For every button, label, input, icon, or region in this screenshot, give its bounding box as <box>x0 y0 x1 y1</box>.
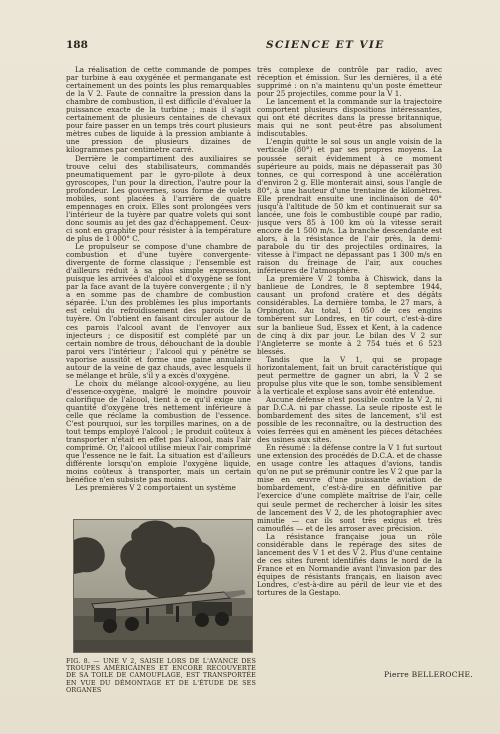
paragraph: La réalisation de cette commande de pompes par turbine à eau oxygénée et permanganate est certainement un des points les plus remarquables de la V 2. Faute de connaître la pression dans la chambre de combustion, il est difficile d'évaluer la puissance exacte de la turbine ; mais il s'agit certainement de plusieurs centaines de chevaux pour faire passer en un temps très court plusieurs mètres cubes de liquide à la pression ambiante à une pression de plusieurs dizaines de kilogrammes par centimètre carré. <box>66 66 251 155</box>
paragraph: Le choix du mélange alcool-oxygène, au lieu d'essence-oxygène, malgré le moindre pouvoir calorifique de l'alcool, tient à ce qu'il exige une quantité d'oxygène très nettement inférieure à celle que réclame la combustion de l'essence. C'est pourquoi, sur les torpilles marines, on a de tout temps employé l'alcool ; le produit coûteux à transporter n'était en effet pas l'alcool, mais l'air comprimé. Or, l'alcool utilise mieux l'air comprimé que l'essence ne le fait. La situation est d'ailleurs différente lorsqu'on emploie l'oxygène liquide, moins coûteux à transporter, mais un certain bénéfice n'en subsiste pas moins. <box>66 378 251 485</box>
paragraph: Le lancement et la commande sur la trajectoire comportent plusieurs dispositions intéressantes, qui ont été décrites dans la presse britannique, mais qui ne sont peut-être pas absolument indiscutables. <box>257 97 442 139</box>
paragraph: Le propulseur se compose d'une chambre de combustion et d'une tuyère convergente-divergente de forme classique ; l'ensemble est d'ailleurs réduit à sa plus simple expression, puisque les arrivées d'alcool et d'oxygène se font par la face avant de la tuyère convergente ; il n'y a en somme pas de chambre de combustion séparée. L'un des problèmes les plus importants est celui du refroidissement des parois de la tuyère. On l'obtient en faisant circuler autour de ces parois l'alcool avant de l'envoyer aux injecteurs ; ce dispositif est complété par un certain nombre de trous, débouchant de la double paroi vers l'intérieur ; l'alcool qui y pénètre se vaporise aussitôt et forme une gaine annulaire autour de la veine de gaz chauds, avec lesquels il se mélange et brûle, s'il y a excès d'oxygène. <box>66 242 251 380</box>
figure-caption: FIG. 8. — UNE V 2, SAISIE LORS DE L'AVANCE DES TROUPES AMÉRICAINES ET ENCORE RECOUVERTE DE SA TOILE DE CAMOUFLAGE, EST TRANSPORTÉE EN VUE DU DÉMONTAGE ET DE L'ÉTUDE DE SES ORGANES <box>66 657 256 694</box>
left-column <box>66 66 251 536</box>
paragraph: Aucune défense n'est possible contre la V 2, ni par D.C.A. ni par chasse. La seule riposte est le bombardement des sites de lancement, s'il est possible de les reconnaître, ou la destruction des voies ferrées qui en amènent les pièces détachées des usines aux sites. <box>257 394 442 445</box>
paragraph: Tandis que la V 1, qui se propage horizontalement, fait un bruit caractéristique qui peut permettre de gagner un abri, la V 2 se propulse plus vite que le son, tombe sensiblement à la verticale et explose sans avoir été entendue. <box>257 354 442 396</box>
paragraph: La résistance française joua un rôle considérable dans le repérage des sites de lancement des V 1 et des V 2. Plus d'une centaine de ces sites furent identifiés dans le nord de la France et en Normandie avant l'invasion par des équipes de résistants français, en liaison avec Londres, c'est-à-dire au péril de leur vie et des tortures de la Gestapo. <box>257 531 442 598</box>
paragraph: La première V 2 tomba à Chiswick, dans la banlieue de Londres, le 8 septembre 1944, causant un profond cratère et des dégâts considérables. La dernière tomba, le 27 mars, à Orpington. Au total, 1 050 de ces engins tombèrent sur Londres, en tir court, c'est-à-dire sur la banlieue Sud, Essex et Kent, à la cadence de cinq à dix par jour. Le bilan des V 2 sur l'Angleterre se monte à 2 754 tués et 6 523 blessés. <box>257 274 442 356</box>
paragraph: En résumé : la défense contre la V 1 fut surtout une extension des procédés de D.C.A. et de chasse en usage contre les attaques d'avions, tandis qu'on ne put se prémunir contre les V 2 que par la mise en œuvre d'une puissante aviation de bombardement, c'est-à-dire en définitive par l'exercice d'une complète maîtrise de l'air, celle qui seule permet de rechercher à loisir les sites de lancement des V 2, de les photographier avec minutie — car ils sont très exigus et très camouflés — et de les arroser avec précision. <box>257 443 442 533</box>
paragraph: Derrière le compartiment des auxiliaires se trouve celui des stabilisateurs, commandés pneumatiquement par le gyro-pilote à deux gyroscopes, l'un pour la direction, l'autre pour la profondeur. Les gouvernes, sous forme de volets mobiles, sont placées à l'arrière de quatre empennages en croix. Elles sont prolongées vers l'intérieur de la tuyère par quatre volets qui sont donc soumis au jet des gaz d'échappement. Ceux-ci sont en graphite pour résister à la température de plus de 1 000° C. <box>66 153 251 243</box>
figure-photo <box>73 519 253 653</box>
paragraph: Les premières V 2 comportaient un système <box>75 483 236 493</box>
paragraph: très complexe de contrôle par radio, avec réception et émission. Sur les dernières, il a été supprimé : on n'a maintenu qu'un poste émetteur pour 25 projectiles, comme pour la V 1. <box>257 66 442 99</box>
v2-rocket-photo <box>74 520 252 652</box>
paragraph: L'engin quitte le sol sous un angle voisin de la verticale (80°) et par ses propres moyens. La poussée serait évidemment à ce moment supérieure au poids, mais ne dépasserait pas 30 tonnes, ce qui correspond à une accélération d'environ 2 g. Elle monterait ainsi, sous l'angle de 80°, à une hauteur d'une trentaine de kilomètres. Elle prendrait ensuite une inclinaison de 40° jusqu'à l'altitude de 50 km et continuerait sur sa lancée, une fois le combustible coupé par radio, jusque vers 85 à 100 km où la vitesse serait encore de 1 500 m/s. La branche descendante est alors, à la résistance de l'air près, la demi-parabole du tir des projectiles ordinaires, la vitesse à l'impact ne dépassant pas 1 300 m/s en raison du freinage de l'air, aux couches inférieures de l'atmosphère. <box>257 137 442 276</box>
right-column <box>257 66 442 696</box>
page-number: 188 <box>66 39 88 51</box>
author-signature: Pierre BELLEROCHE. <box>384 670 473 679</box>
running-title: SCIENCE ET VIE <box>266 39 385 51</box>
page-header <box>66 39 456 53</box>
